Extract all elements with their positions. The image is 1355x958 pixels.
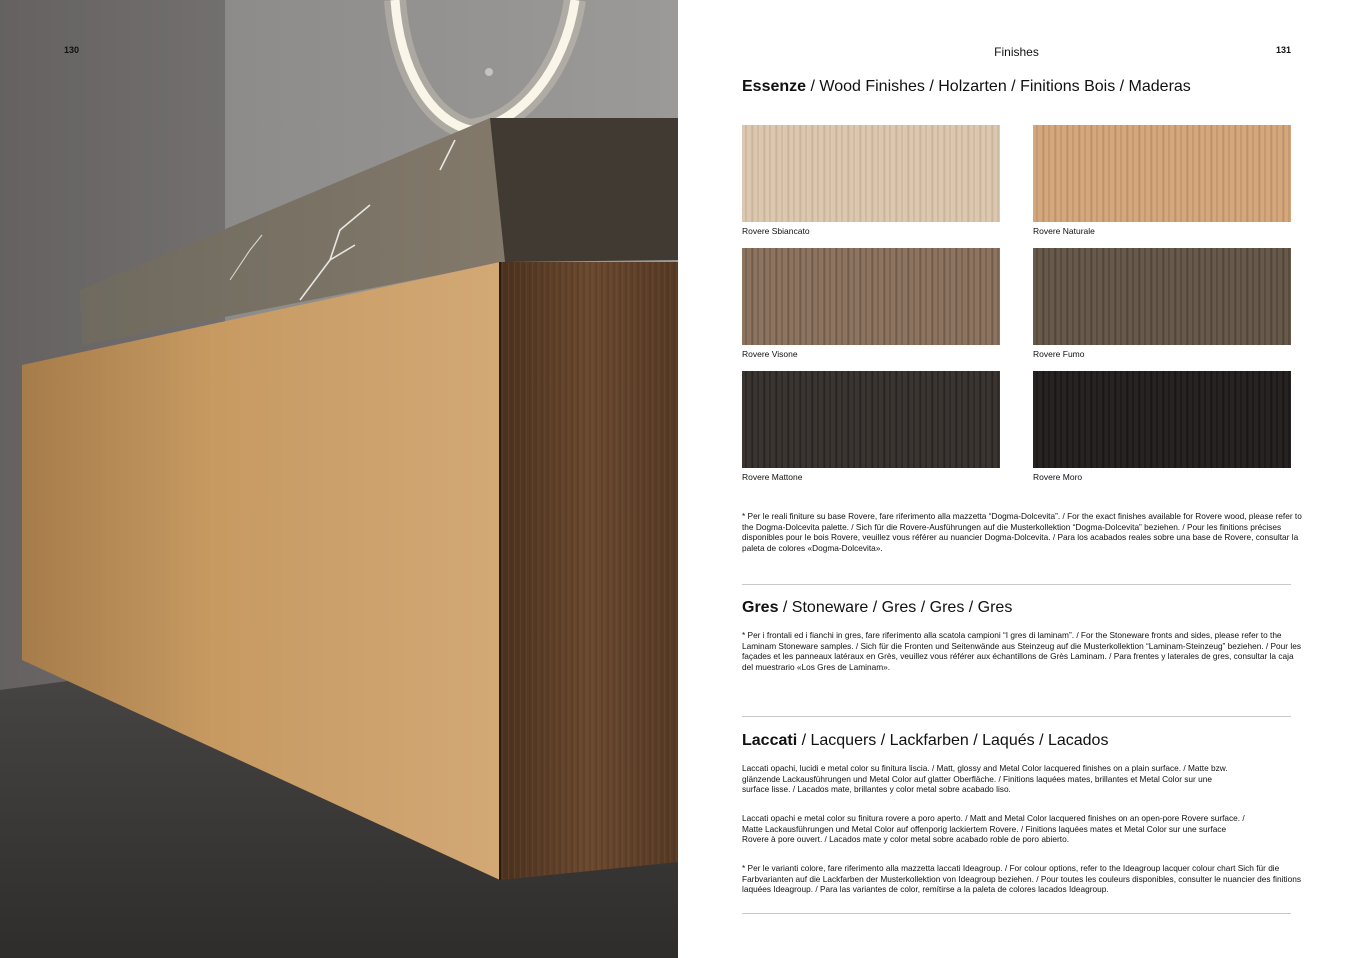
laccati-note: * Per le varianti colore, fare riferimento alla mazzetta laccati Ideagroup. / For colour options, refer to the Ideagroup lacquer colour chart Sich für die Farbvarianten auf die Lackfarben der Musterkollektion von Ideagroup beziehen. / Pour toutes les couleurs disponibles, consulter le nuancier des finitions laquées Ideagroup. / Para las variantes de color, remítirse a la paleta de colores lacados Ideagroup. <box>742 863 1301 894</box>
swatch-label: Rovere Fumo <box>1033 349 1085 359</box>
essenze-note: * Per le reali finiture su base Rovere, fare riferimento alla mazzetta “Dogma-Dolcevita”. / For the exact finishes available for Rovere wood, please refer to the Dogma-Dolcevita palette. / Sich für die Rovere-Ausführungen auf die Musterkollektion “Dogma-Dolcevita” beziehen. / Pour les finitions précises disponibles pour le bois Rovere, veuillez vous référer au nuancier Dogma-Dolcevita. / Para los acabados reales sobre una base de Rovere, consultar la paleta de colores «Dogma-Dolcevita». <box>742 511 1302 553</box>
running-header: Finishes <box>994 45 1039 59</box>
wood-swatch <box>742 371 1000 468</box>
wood-swatch <box>1033 371 1291 468</box>
section-title-essenze-bold: Essenze <box>742 78 807 95</box>
right-page-number: 131 <box>1276 45 1292 55</box>
section-title-laccati <box>742 732 1108 750</box>
divider <box>742 913 1291 914</box>
finishes-page <box>678 0 1355 958</box>
divider <box>742 716 1291 717</box>
wood-swatch <box>1033 248 1291 345</box>
divider <box>742 584 1291 585</box>
swatch-label: Rovere Moro <box>1033 472 1083 482</box>
section-title-essenze-rest: / Wood Finishes / Holzarten / Finitions Bois / Maderas <box>806 78 1191 95</box>
gres-note: * Per i frontali ed i fianchi in gres, fare riferimento alla scatola campioni “I gres di laminam”. / For the Stoneware fronts and sides, please refer to the Laminam Stoneware samples. / Sich für die Fronten und Seitenwände aus Steinzeug auf die Musterkollektion “Laminam-Steinzeug” beziehen. / Pour les façades et les panneaux latéraux en Grès, veuillez vous référer aux échantillons de Grès Laminam. / Para frentes y laterales de gres, consultar la caja del muestrario «Los Gres de Laminam». <box>742 630 1301 672</box>
wood-swatch <box>742 248 1000 345</box>
section-title-gres-rest: / Stoneware / Gres / Gres / Gres <box>778 599 1013 616</box>
wood-swatch <box>1033 125 1291 222</box>
section-title-essenze <box>742 78 1191 96</box>
section-title-laccati-bold: Laccati <box>742 732 798 749</box>
swatch-label: Rovere Visone <box>742 349 798 359</box>
section-title-gres-bold: Gres <box>742 599 779 616</box>
laccati-paragraph-1: Laccati opachi, lucidi e metal color su finitura liscia. / Matt, glossy and Metal Color lacquered finishes on a plain surface. / Matte bzw. glänzende Lackausführungen und Metal Color auf glatter Oberfläche. / Finitions laquées mates, brillantes et Metal Color sur une surface lisse. / Lacados mate, brillantes y color metal sobre acabado liso. <box>742 763 1228 794</box>
swatch-label: Rovere Mattone <box>742 472 803 482</box>
section-title-gres <box>742 599 1012 617</box>
swatch-label: Rovere Naturale <box>1033 226 1095 236</box>
laccati-paragraph-2: Laccati opachi e metal color su finitura rovere a poro aperto. / Matt and Metal Color lacquered finishes on an open-pore Rovere surface. / Matte Lackausführungen und Metal Color auf offenporig lackiertem Rovere. / Finitions laquées mates et Metal Color sur une surface Rovere à pore ouvert. / Lacados mate y color metal sobre acabado roble de poro abierto. <box>742 813 1245 844</box>
left-page-number: 130 <box>64 45 80 55</box>
section-title-laccati-rest: / Lacquers / Lackfarben / Laqués / Lacados <box>797 732 1109 749</box>
swatch-label: Rovere Sbiancato <box>742 226 810 236</box>
wood-swatch <box>742 125 1000 222</box>
